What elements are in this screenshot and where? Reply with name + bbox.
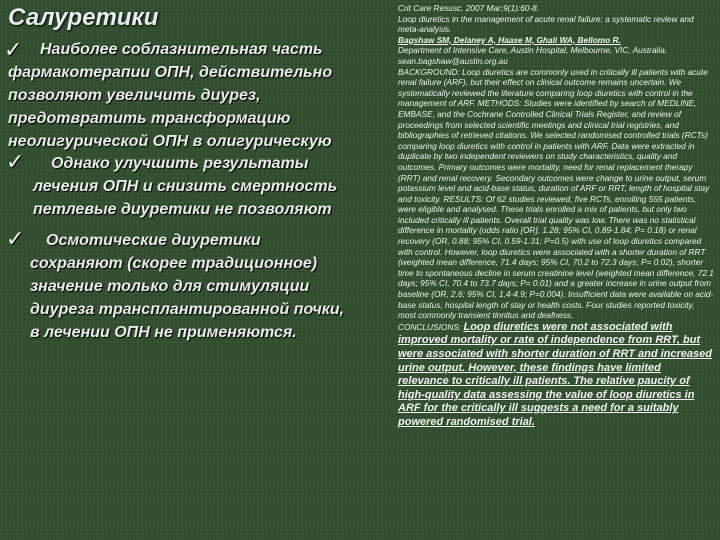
checkmark-icon: ✓ bbox=[6, 150, 25, 175]
bullet-line: сохраняют (скорее традиционное) bbox=[30, 255, 318, 272]
bullet-line: Осмотические диуретики bbox=[46, 232, 261, 249]
bullet-line: петлевые диуретики не позволяют bbox=[33, 201, 332, 218]
author-affiliation: Department of Intensive Care, Austin Hospital, Melbourne, VIC, Australia. sean.bagshaw@austin.org.au bbox=[398, 45, 668, 66]
journal-citation: Crit Care Resusc. 2007 Mar;9(1):60-8. bbox=[398, 3, 540, 13]
bullet-line: в лечении ОПН не применяются. bbox=[30, 324, 297, 341]
checkmark-icon: ✓ bbox=[6, 227, 25, 252]
bullet-line: Наиболее соблазнительная часть bbox=[40, 41, 323, 58]
bullet-line: фармакотерапии ОПН, действительно bbox=[8, 64, 333, 81]
conclusions-label: CONCLUSIONS: bbox=[398, 321, 462, 332]
abstract-body: BACKGROUND: Loop diuretics are commonly used in critically ill patients with acute renal failure (ARF), but their effect on clinical outcome remains uncertain. We systematically reviewed the literature comparing loop diuretics with control in the management of ARF. METHODS: Studies were identified by search of MEDLINE, EMBASE, and the Cochrane Controlled Clinical Trials Register, and review of proceedings from selected scientific meetings and clinical trial registries, and bibliographies of retrieved citations. We selected randomised controlled trials (RCTs) comparing loop diuretics with control in patients with ARF. Data were extracted in duplicate by two independent reviewers on study characteristics, quality and outcomes. Primary outcomes were mortality, need for renal replacement therapy (RRT) and renal recovery. Secondary outcomes were change to urine output, serum potassium level and acid-base status, duration of ARF or RRT, length of hospital stay and toxicity. RESULTS: Of 62 studies reviewed, five RCTs, enrolling 555 patients, were eligible and analysed. These trials enrolled a mix of patients, but only two included critically ill patients. Overall trial quality was low. There was no statistical difference in mortality (odds ratio [OR], 1.28; 95% CI, 0.89-1.84; P= 0.18) or renal recovery (OR, 0.88; 95% CI, 0.59-1.31; P=0.5) with use of loop diuretics compared with control. However, loop diuretics were associated with a shorter duration of RRT (weighted mean difference, 71.4 days; 95% CI, 70.2 to 72.3 days; P= 0.02), shorter time to spontaneous decline in serum creatinine level (weighted mean difference, 72.1 days; 95% CI, 70.4 to 73.7 days; P= 0.01) and a greater increase in urine output from baseline (OR, 2.6; 95% CI, 1.4-4.9; P=0.004). Insufficient data were available on acid-base status, hospital length of stay or health costs. Four studies reported toxicity, most commonly transient tinnitus and deafness. bbox=[398, 66, 714, 321]
article-title: Loop diuretics in the management of acute renal failure: a systematic review and meta-analysis. bbox=[398, 13, 694, 35]
bullet-line: диуреза трансплантированной почки, bbox=[30, 301, 345, 318]
pubmed-abstract bbox=[398, 0, 714, 540]
checkmark-icon: ✓ bbox=[4, 38, 23, 63]
author-list[interactable]: Bagshaw SM, Delaney A, Haase M, Ghali WA, Bellomo R. bbox=[398, 34, 621, 45]
bullet-line: лечения ОПН и снизить смертность bbox=[33, 178, 338, 195]
slide-title: Салуретики bbox=[8, 4, 159, 31]
bullet-point-1 bbox=[8, 38, 332, 153]
abstract-conclusions bbox=[398, 321, 714, 430]
bullet-line: Однако улучшить результаты bbox=[51, 155, 309, 172]
bullet-point-3 bbox=[30, 229, 344, 344]
bullet-line: значение только для стимуляции bbox=[30, 278, 310, 295]
bullet-line: позволяют увеличить диурез, bbox=[8, 87, 261, 104]
conclusions-text: Loop diuretics were not associated with improved mortality or rate of independence from RRT, but were associated with shorter duration of RRT and increased urine output. However, these findings have limited relevance to critically ill patients. The relative paucity of high-quality data assessing the value of loop diuretics in ARF for the critically ill suggests a need for a suitably powered randomised trial. bbox=[398, 320, 712, 428]
bullet-line: неолигурической ОПН в олигурическую bbox=[8, 133, 332, 150]
bullet-line: предотвратить трансформацию bbox=[8, 110, 291, 127]
bullet-point-2 bbox=[33, 152, 337, 221]
